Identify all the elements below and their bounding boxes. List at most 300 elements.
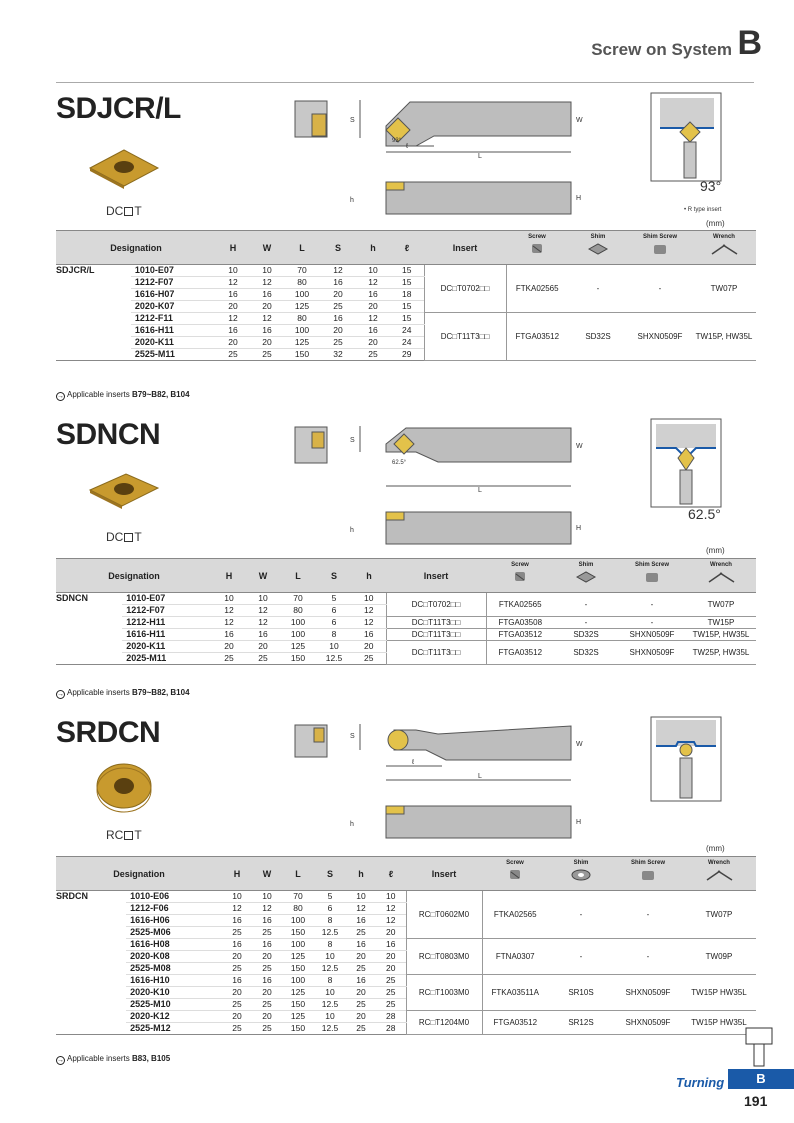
dimension-cell: 15 — [390, 265, 424, 277]
dimension-cell: 20 — [252, 951, 282, 963]
dimension-cell: 16 — [320, 313, 356, 325]
unit-label: (mm) — [706, 546, 725, 555]
dimension-cell: 150 — [284, 349, 320, 361]
dimension-cell: 25 — [376, 999, 406, 1011]
svg-text:h: h — [350, 527, 354, 534]
dimension-cell: 10 — [356, 265, 390, 277]
dimension-cell: 25 — [222, 1023, 252, 1035]
dimension-cell: 12.5 — [316, 653, 352, 665]
dimension-cell: 25 — [356, 349, 390, 361]
dimension-cell: 6 — [316, 605, 352, 617]
col-shim: Shim — [568, 231, 628, 265]
table-row — [56, 629, 756, 641]
dimension-cell: 150 — [282, 999, 314, 1011]
series-name — [56, 939, 126, 951]
designation-code: 1616-H11 — [131, 325, 216, 337]
series-name — [56, 915, 126, 927]
dimension-cell: 18 — [390, 289, 424, 301]
dimension-cell: 20 — [212, 641, 246, 653]
dimension-cell: 100 — [280, 617, 316, 629]
wrench-cell: TW09P — [682, 939, 756, 975]
shank-section-icon — [294, 724, 328, 758]
col-insert: Insert — [406, 857, 482, 891]
dimension-cell: 24 — [390, 337, 424, 349]
spec-table — [56, 558, 756, 665]
wrench-cell: TW07P — [686, 593, 756, 617]
series-name — [56, 605, 122, 617]
dimension-cell: 15 — [390, 301, 424, 313]
shim-screw-cell: SHXN0509F — [628, 313, 692, 361]
shim-cell: - — [548, 939, 614, 975]
dimension-cell: 20 — [320, 325, 356, 337]
designation-code: 2525-M06 — [126, 927, 222, 939]
dimension-cell: 12 — [356, 277, 390, 289]
col-S: S — [316, 559, 352, 593]
insert-cell: RC□T1204M0 — [406, 1011, 482, 1035]
dimension-cell: 12 — [356, 313, 390, 325]
col-designation: Designation — [56, 559, 212, 593]
dimension-cell: 15 — [390, 277, 424, 289]
dimension-cell: 12 — [346, 903, 376, 915]
dimension-cell: 10 — [246, 593, 280, 605]
dimension-cell: 12 — [246, 617, 280, 629]
col-screw: Screw — [486, 559, 554, 593]
dimension-cell: 25 — [222, 927, 252, 939]
dimension-cell: 125 — [284, 337, 320, 349]
wrench-icon — [704, 868, 734, 882]
series-name — [56, 629, 122, 641]
designation-code: 2020-K11 — [131, 337, 216, 349]
dimension-cell: 12 — [250, 313, 284, 325]
dimension-cell: 20 — [250, 301, 284, 313]
designation-code: 1212-F07 — [131, 277, 216, 289]
col-shim-screw: Shim Screw — [628, 231, 692, 265]
spec-table — [56, 230, 756, 361]
cutting-direction-diagram — [650, 92, 722, 182]
col-wrench: Wrench — [686, 559, 756, 593]
holder-side-view-drawing — [346, 178, 606, 218]
svg-text:ℓ: ℓ — [406, 143, 409, 150]
svg-text:L: L — [478, 153, 482, 160]
series-name — [56, 951, 126, 963]
dimension-cell: 100 — [280, 629, 316, 641]
dimension-cell: 70 — [280, 593, 316, 605]
col-shim: Shim — [548, 857, 614, 891]
svg-text:h: h — [350, 821, 354, 828]
series-name — [56, 277, 131, 289]
dimension-cell: 25 — [252, 999, 282, 1011]
dimension-cell: 25 — [252, 963, 282, 975]
dimension-cell: 20 — [356, 301, 390, 313]
designation-code: 2020-K07 — [131, 301, 216, 313]
applicable-refs-link[interactable]: B79~B82, B104 — [131, 390, 190, 399]
col-h: h — [356, 231, 390, 265]
round-shim-icon — [570, 868, 592, 882]
shim-cell: SD32S — [554, 641, 618, 665]
dimension-cell: 25 — [376, 987, 406, 999]
shim-screw-icon — [637, 868, 659, 882]
series-name: SDJCR/L — [56, 265, 95, 276]
dimension-cell: 28 — [376, 1011, 406, 1023]
dimension-cell: 25 — [222, 963, 252, 975]
cutting-direction-diagram — [650, 716, 722, 802]
dimension-cell: 6 — [316, 617, 352, 629]
shim-cell: SD32S — [568, 313, 628, 361]
col-H: H — [212, 559, 246, 593]
col-l: ℓ — [376, 857, 406, 891]
dimension-cell: 125 — [280, 641, 316, 653]
dimension-cell: 25 — [222, 999, 252, 1011]
col-shim-screw: Shim Screw — [614, 857, 682, 891]
screw-icon — [526, 242, 548, 256]
series-name: SDNCN — [56, 593, 89, 604]
wrench-cell: TW07P — [692, 265, 756, 313]
approach-angle: 62.5° — [688, 506, 721, 522]
dimension-cell: 125 — [284, 301, 320, 313]
series-name: SRDCN — [56, 891, 89, 902]
series-name — [56, 963, 126, 975]
designation-code: 1212-F07 — [122, 605, 212, 617]
screw-icon — [509, 570, 531, 584]
dimension-cell: 25 — [212, 653, 246, 665]
dimension-cell: 16 — [252, 975, 282, 987]
dimension-cell: 16 — [352, 629, 386, 641]
col-h: h — [352, 559, 386, 593]
designation-code: 2020-K11 — [122, 641, 212, 653]
dimension-cell: 150 — [282, 1023, 314, 1035]
col-shim-screw: Shim Screw — [618, 559, 686, 593]
dimension-cell: 12 — [250, 277, 284, 289]
col-H: H — [216, 231, 250, 265]
dimension-cell: 8 — [316, 629, 352, 641]
insert-cell: RC□T0803M0 — [406, 939, 482, 975]
dimension-cell: 8 — [314, 939, 346, 951]
wrench-cell: TW15P — [686, 617, 756, 629]
dimension-cell: 100 — [284, 289, 320, 301]
dimension-cell: 20 — [216, 301, 250, 313]
shim-screw-cell: - — [614, 891, 682, 939]
svg-text:S: S — [350, 733, 355, 740]
dimension-cell: 10 — [216, 265, 250, 277]
arrow-circle-icon: → — [57, 691, 64, 698]
holder-top-view-drawing — [346, 422, 606, 502]
dimension-cell: 16 — [346, 975, 376, 987]
dimension-cell: 12.5 — [314, 999, 346, 1011]
table-row — [56, 593, 756, 605]
shim-screw-cell: SHXN0509F — [618, 629, 686, 641]
dimension-cell: 12 — [212, 605, 246, 617]
shim-screw-cell: - — [628, 265, 692, 313]
round-insert-image — [94, 760, 154, 816]
shim-cell: - — [568, 265, 628, 313]
designation-code: 1616-H10 — [126, 975, 222, 987]
col-wrench: Wrench — [692, 231, 756, 265]
wrench-cell: TW07P — [682, 891, 756, 939]
shim-cell: - — [554, 617, 618, 629]
shim-screw-cell: - — [618, 593, 686, 617]
dimension-cell: 20 — [346, 1011, 376, 1023]
dimension-cell: 25 — [376, 975, 406, 987]
col-screw: Screw — [506, 231, 568, 265]
shim-screw-cell: SHXN0509F — [618, 641, 686, 665]
shim-screw-cell: SHXN0509F — [614, 975, 682, 1011]
dimension-cell: 20 — [222, 987, 252, 999]
dimension-cell: 20 — [250, 337, 284, 349]
cutting-direction-diagram — [650, 418, 722, 508]
wrench-icon — [709, 242, 739, 256]
dimension-cell: 10 — [212, 593, 246, 605]
svg-text:S: S — [350, 437, 355, 444]
dimension-cell: 12 — [222, 903, 252, 915]
section-sdncn — [56, 418, 756, 708]
col-designation: Designation — [56, 857, 222, 891]
col-wrench: Wrench — [682, 857, 756, 891]
shim-cell: - — [554, 593, 618, 617]
dimension-cell: 25 — [250, 349, 284, 361]
series-name — [56, 975, 126, 987]
col-W: W — [246, 559, 280, 593]
designation-code: 2525-M11 — [131, 349, 216, 361]
dimension-cell: 25 — [252, 927, 282, 939]
series-name — [56, 1011, 126, 1023]
dimension-cell: 12 — [246, 605, 280, 617]
dimension-cell: 12 — [216, 277, 250, 289]
wrench-icon — [706, 570, 736, 584]
col-S: S — [314, 857, 346, 891]
dimension-cell: 12.5 — [314, 927, 346, 939]
dimension-cell: 16 — [222, 975, 252, 987]
series-name — [56, 349, 131, 361]
col-W: W — [252, 857, 282, 891]
screw-cell: FTGA03512 — [486, 629, 554, 641]
dimension-cell: 20 — [346, 951, 376, 963]
designation-code: 2020-K12 — [126, 1011, 222, 1023]
dimension-cell: 10 — [252, 891, 282, 903]
designation-code: 2025-M11 — [122, 653, 212, 665]
dimension-cell: 24 — [390, 325, 424, 337]
dimension-cell: 100 — [282, 975, 314, 987]
dimension-cell: 16 — [216, 325, 250, 337]
series-name — [56, 653, 122, 665]
table-row — [56, 1011, 756, 1023]
dimension-cell: 10 — [316, 641, 352, 653]
applicable-inserts-note: → Applicable inserts B83, B105 — [57, 1054, 171, 1064]
insert-cell: DC□T11T3□□ — [386, 629, 486, 641]
dimension-cell: 10 — [222, 891, 252, 903]
dimension-cell: 15 — [390, 313, 424, 325]
dimension-cell: 70 — [282, 891, 314, 903]
dimension-cell: 12 — [320, 265, 356, 277]
unit-label: (mm) — [706, 219, 725, 228]
holder-top-view-drawing — [346, 720, 606, 800]
svg-text:62.5°: 62.5° — [392, 460, 407, 466]
table-row — [56, 313, 756, 325]
dimension-cell: 12 — [252, 903, 282, 915]
dimension-cell: 12 — [352, 605, 386, 617]
designation-code: 1010-E07 — [122, 593, 212, 605]
designation-code: 1616-H07 — [131, 289, 216, 301]
table-row — [56, 265, 756, 277]
designation-code: 2525-M08 — [126, 963, 222, 975]
col-designation: Designation — [56, 231, 216, 265]
wrench-cell: TW15P, HW35L — [686, 629, 756, 641]
dimension-cell: 25 — [252, 1023, 282, 1035]
col-screw: Screw — [482, 857, 548, 891]
dimension-cell: 125 — [282, 1011, 314, 1023]
svg-text:H: H — [576, 195, 582, 202]
spec-table — [56, 856, 756, 1035]
series-name — [56, 337, 131, 349]
dimension-cell: 20 — [252, 987, 282, 999]
dimension-cell: 10 — [352, 593, 386, 605]
screw-cell: FTNA0307 — [482, 939, 548, 975]
dimension-cell: 16 — [246, 629, 280, 641]
table-row — [56, 617, 756, 629]
unit-label: (mm) — [706, 844, 725, 853]
chapter-tab[interactable]: B — [728, 1069, 794, 1089]
dimension-cell: 25 — [216, 349, 250, 361]
dimension-cell: 10 — [314, 987, 346, 999]
footer-section-label: Turning — [676, 1075, 725, 1090]
applicable-refs-link[interactable]: B79~B82, B104 — [131, 688, 190, 697]
dimension-cell: 16 — [252, 915, 282, 927]
col-L: L — [280, 559, 316, 593]
shank-section-icon — [294, 100, 328, 138]
rhombic-insert-image — [86, 470, 162, 510]
dimension-cell: 100 — [282, 915, 314, 927]
dimension-cell: 20 — [356, 337, 390, 349]
screw-cell: FTKA02565 — [486, 593, 554, 617]
insert-cell: DC□T0702□□ — [424, 265, 506, 313]
series-name — [56, 289, 131, 301]
col-h: h — [346, 857, 376, 891]
dimension-cell: 100 — [282, 939, 314, 951]
dimension-cell: 150 — [280, 653, 316, 665]
dimension-cell: 25 — [346, 1023, 376, 1035]
svg-text:L: L — [478, 487, 482, 494]
chapter-letter: B — [737, 24, 762, 62]
dimension-cell: 25 — [320, 301, 356, 313]
rhombic-insert-image — [86, 146, 162, 190]
dimension-cell: 20 — [376, 963, 406, 975]
table-row — [56, 891, 756, 903]
col-l: ℓ — [390, 231, 424, 265]
holder-side-view-drawing — [346, 802, 606, 842]
section-srdcn — [56, 716, 756, 1066]
dimension-cell: 80 — [282, 903, 314, 915]
dimension-cell: 20 — [346, 987, 376, 999]
dimension-cell: 25 — [246, 653, 280, 665]
series-name — [56, 301, 131, 313]
dimension-cell: 25 — [346, 999, 376, 1011]
dimension-cell: 16 — [216, 289, 250, 301]
dimension-cell: 10 — [314, 951, 346, 963]
insert-code: RC T — [106, 828, 142, 842]
dimension-cell: 25 — [346, 927, 376, 939]
svg-text:h: h — [350, 197, 354, 204]
dimension-cell: 25 — [320, 337, 356, 349]
screw-cell: FTGA03508 — [486, 617, 554, 629]
svg-text:S: S — [350, 117, 355, 124]
col-L: L — [282, 857, 314, 891]
shim-cell: SD32S — [554, 629, 618, 641]
table-row — [56, 975, 756, 987]
shim-screw-icon — [649, 242, 671, 256]
insert-cell: DC□T11T3□□ — [424, 313, 506, 361]
series-name — [56, 313, 131, 325]
wrench-cell: TW15P, HW35L — [692, 313, 756, 361]
approach-angle: 93° — [700, 178, 722, 194]
insert-code: DC T — [106, 530, 142, 544]
dimension-cell: 16 — [250, 289, 284, 301]
insert-cell: RC□T1003M0 — [406, 975, 482, 1011]
dimension-cell: 16 — [346, 915, 376, 927]
dimension-cell: 8 — [314, 915, 346, 927]
section-title: SDNCN — [56, 418, 161, 451]
dimension-cell: 12 — [376, 903, 406, 915]
dimension-cell: 12 — [216, 313, 250, 325]
dimension-cell: 125 — [282, 951, 314, 963]
col-shim: Shim — [554, 559, 618, 593]
screw-cell: FTKA02565 — [506, 265, 568, 313]
wrench-cell: TW15P HW35L — [682, 975, 756, 1011]
svg-text:L: L — [478, 773, 482, 780]
dimension-cell: 20 — [376, 927, 406, 939]
series-name — [56, 999, 126, 1011]
dimension-cell: 125 — [282, 987, 314, 999]
designation-code: 2525-M10 — [126, 999, 222, 1011]
dimension-cell: 8 — [314, 975, 346, 987]
dimension-cell: 10 — [250, 265, 284, 277]
dimension-cell: 12.5 — [314, 963, 346, 975]
svg-text:W: W — [576, 117, 583, 124]
dimension-cell: 20 — [352, 641, 386, 653]
dimension-cell: 6 — [314, 903, 346, 915]
dimension-cell: 32 — [320, 349, 356, 361]
screw-cell: FTKA03511A — [482, 975, 548, 1011]
shim-icon — [575, 570, 597, 584]
designation-code: 1616-H11 — [122, 629, 212, 641]
dimension-cell: 20 — [246, 641, 280, 653]
dimension-cell: 12.5 — [314, 1023, 346, 1035]
col-insert: Insert — [386, 559, 486, 593]
designation-code: 1616-H08 — [126, 939, 222, 951]
designation-code: 1616-H06 — [126, 915, 222, 927]
wrench-cell: TW25P, HW35L — [686, 641, 756, 665]
col-H: H — [222, 857, 252, 891]
applicable-refs-link[interactable]: B83, B105 — [131, 1054, 171, 1063]
dimension-cell: 10 — [376, 891, 406, 903]
dimension-cell: 20 — [320, 289, 356, 301]
dimension-cell: 16 — [250, 325, 284, 337]
dimension-cell: 20 — [252, 1011, 282, 1023]
screw-icon — [504, 868, 526, 882]
svg-text:W: W — [576, 741, 583, 748]
dimension-cell: 25 — [352, 653, 386, 665]
dimension-cell: 5 — [314, 891, 346, 903]
dimension-cell: 150 — [282, 927, 314, 939]
svg-text:93°: 93° — [392, 138, 402, 144]
dimension-cell: 12 — [352, 617, 386, 629]
dimension-cell: 29 — [390, 349, 424, 361]
page-number: 191 — [744, 1093, 768, 1109]
shim-screw-cell: SHXN0509F — [614, 1011, 682, 1035]
dimension-cell: 20 — [216, 337, 250, 349]
dimension-cell: 20 — [222, 951, 252, 963]
insert-cell: DC□T11T3□□ — [386, 617, 486, 629]
dimension-cell: 28 — [376, 1023, 406, 1035]
series-name — [56, 325, 131, 337]
